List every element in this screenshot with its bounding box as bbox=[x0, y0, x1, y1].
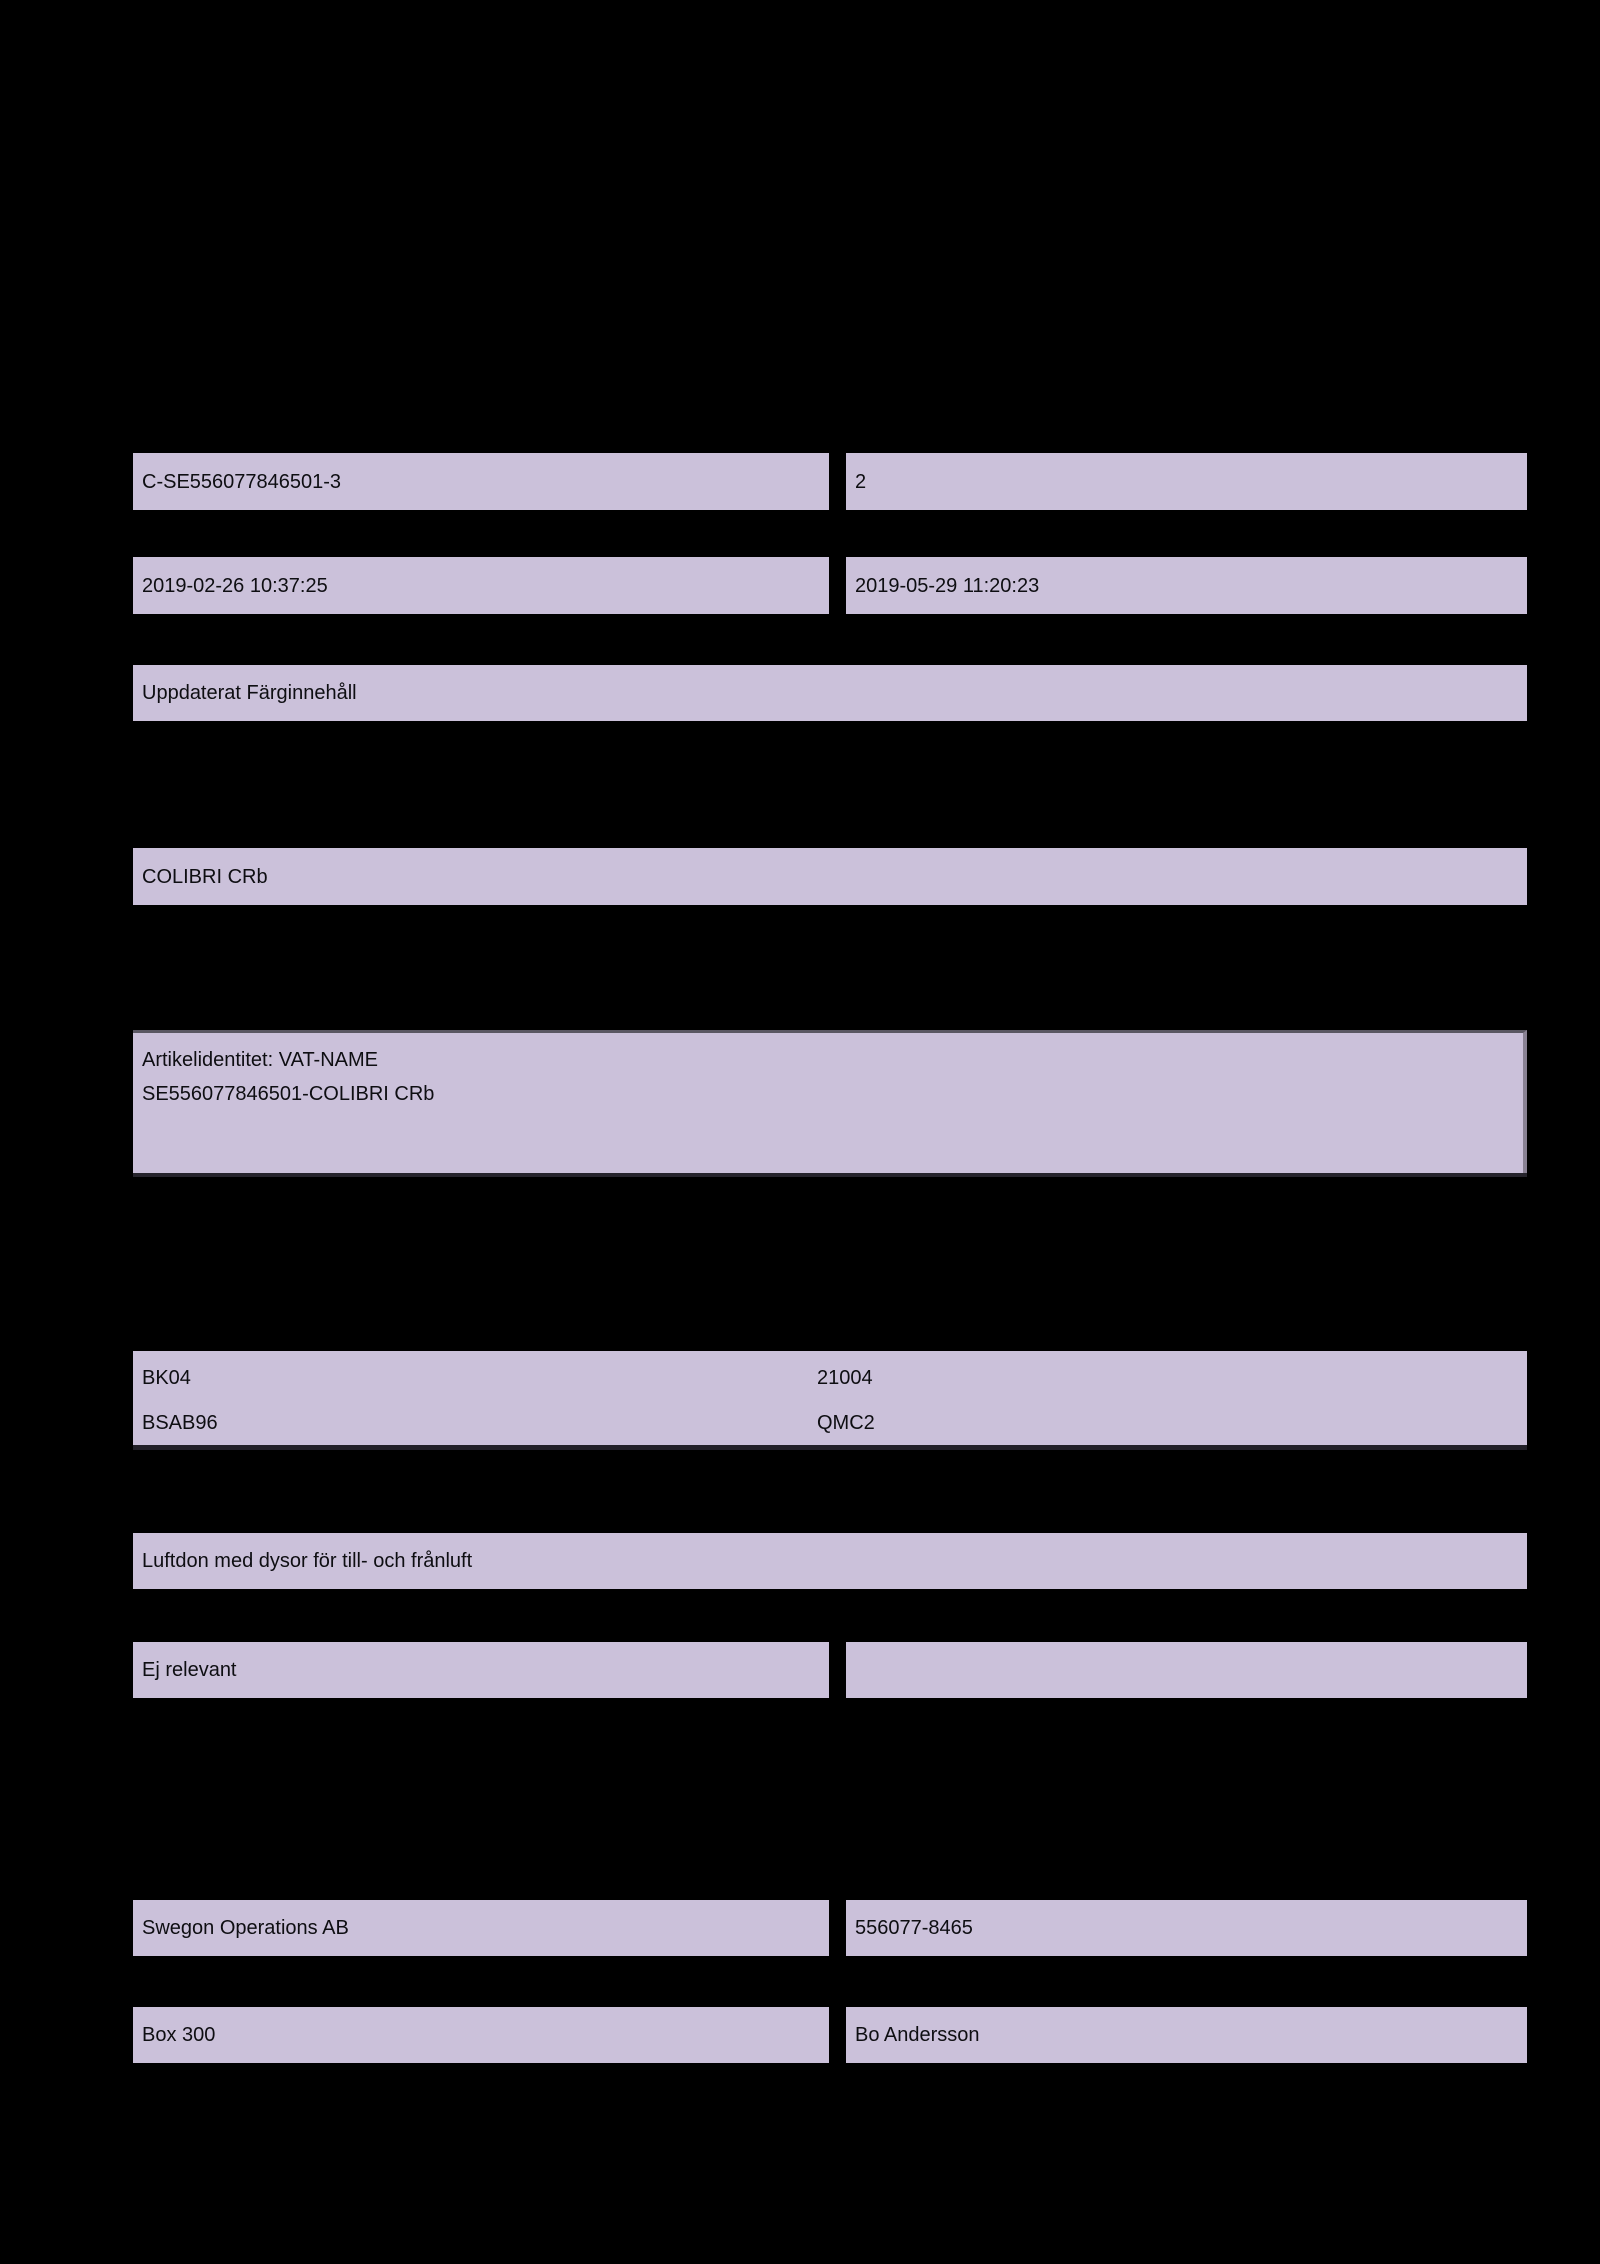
company-name-field[interactable]: Swegon Operations AB bbox=[133, 1900, 829, 1956]
classification-row-bsab96 bbox=[133, 1401, 1527, 1445]
version-field[interactable]: 2 bbox=[846, 453, 1527, 510]
created-date-field[interactable]: 2019-02-26 10:37:25 bbox=[133, 557, 829, 614]
classification-code-cell: 21004 bbox=[817, 1367, 873, 1389]
address-field[interactable]: Box 300 bbox=[133, 2007, 829, 2063]
article-identity-textarea[interactable] bbox=[133, 1030, 1527, 1173]
product-description-field[interactable]: Luftdon med dysor för till- och frånluft bbox=[133, 1533, 1527, 1589]
classification-system-cell: BK04 bbox=[142, 1367, 191, 1389]
article-identity-line-1: Artikelidentitet: VAT-NAME bbox=[142, 1049, 378, 1071]
change-note-field[interactable]: Uppdaterat Färginnehåll bbox=[133, 665, 1527, 721]
updated-date-field[interactable]: 2019-05-29 11:20:23 bbox=[846, 557, 1527, 614]
chemical-product-note-field[interactable]: Ej relevant bbox=[133, 1642, 829, 1698]
classification-system-cell: BSAB96 bbox=[142, 1412, 218, 1434]
classification-code-cell: QMC2 bbox=[817, 1412, 875, 1434]
article-identity-line-2: SE556077846501-COLIBRI CRb bbox=[142, 1083, 435, 1105]
org-number-field[interactable]: 556077-8465 bbox=[846, 1900, 1527, 1956]
classification-row-bk04 bbox=[133, 1356, 1527, 1401]
product-name-field[interactable]: COLIBRI CRb bbox=[133, 848, 1527, 905]
contact-person-field[interactable]: Bo Andersson bbox=[846, 2007, 1527, 2063]
declaration-id-field[interactable]: C-SE556077846501-3 bbox=[133, 453, 829, 510]
chemical-product-empty-field[interactable] bbox=[846, 1642, 1527, 1698]
classification-box[interactable] bbox=[133, 1351, 1527, 1445]
